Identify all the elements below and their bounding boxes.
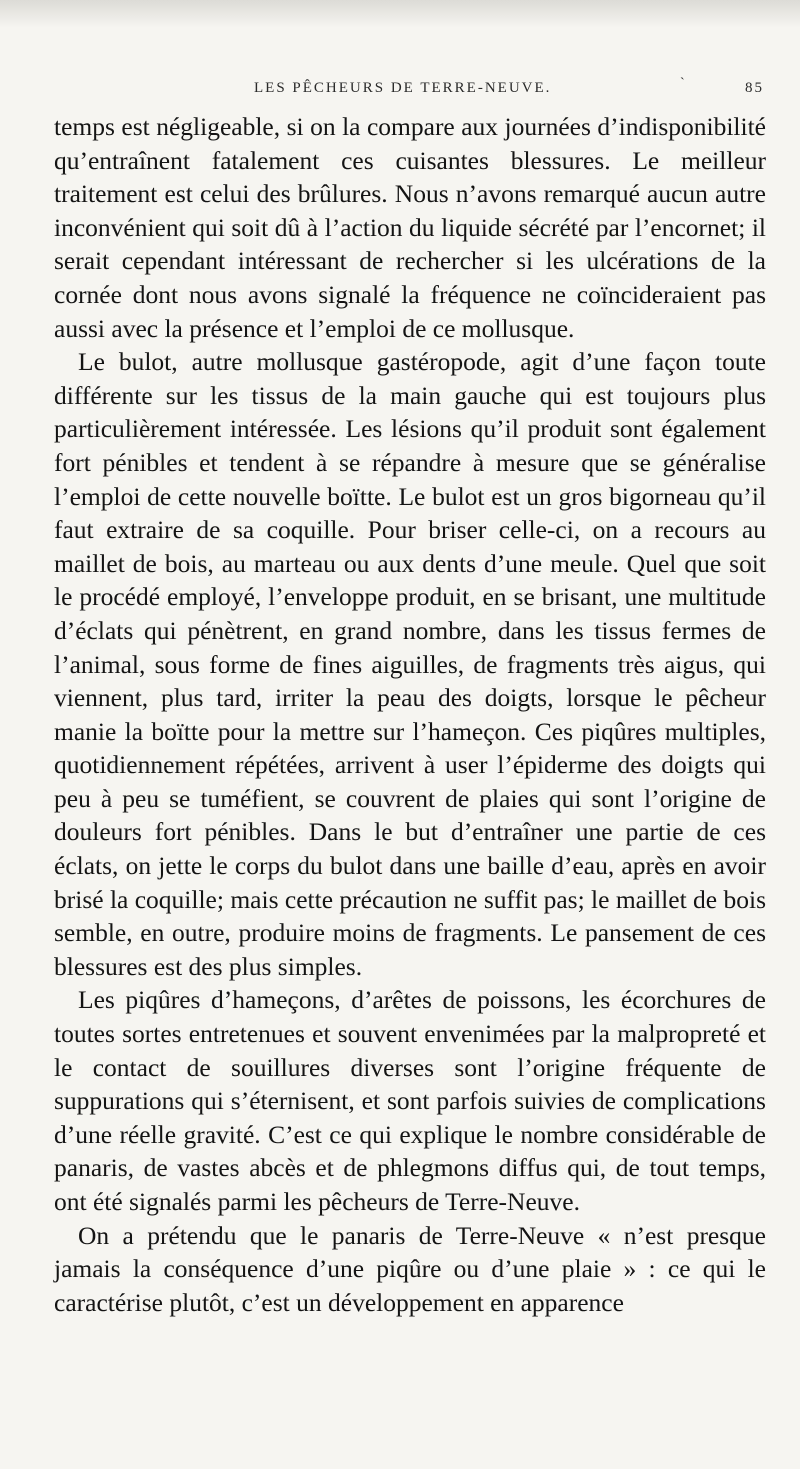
running-head [54, 70, 766, 110]
paragraph-bulot: Le bulot, autre mollusque gastéropode, agit d’une façon toute différente sur les tissus de la main gauche qui est toujours plus particulièrement intéressée. Les lésions qu’il produit sont également fort pénibles et tendent à se répandre à mesure que se généralise l’emploi de cette nouvelle boïtte. Le bulot est un gros bigorneau qu’il faut extraire de sa coquille. Pour briser celle-ci, on a recours au maillet de bois, au marteau ou aux dents d’une meule. Quel que soit le procédé employé, l’enveloppe produit, en se brisant, une multitude d’éclats qui pénètrent, en grand nombre, dans les tissus fermes de l’animal, sous forme de fines aiguilles, de fragments très aigus, qui viennent, plus tard, irriter la peau des doigts, lorsque le pêcheur manie la boïtte pour la mettre sur l’hameçon. Ces piqûres multiples, quotidiennement répétées, arrivent à user l’épiderme des doigts qui peu à peu se tuméfient, se couvrent de plaies qui sont l’origine de douleurs fort pénibles. Dans le but d’entraîner une partie de ces éclats, on jette le corps du bulot dans une baille d’eau, après en avoir brisé la coquille; mais cette précaution ne suffit pas; le maillet de bois semble, en outre, produire moins de fragments. Le pansement de ces blessures est des plus simples. [54, 347, 766, 981]
paragraph-continuation: temps est négligeable, si on la compare aux journées d’indisponibilité qu’entraînent fatalement ces cuisantes blessures. Le meilleur traitement est celui des brûlures. Nous n’avons remarqué aucun autre inconvénient qui soit dû à l’action du liquide sécrété par l’encornet; il serait cependant intéressant de rechercher si les ulcérations de la cornée dont nous avons signalé la fréquence ne coïncideraient pas aussi avec la présence et l’emploi de ce mollusque. [54, 112, 766, 343]
book-page [54, 70, 766, 1319]
stray-mark: ` [680, 76, 687, 91]
scan-edge [0, 0, 800, 28]
running-title: LES PÊCHEURS DE TERRE-NEUVE. [254, 80, 552, 96]
body-text [54, 110, 766, 1319]
page-number: 85 [745, 80, 764, 96]
paragraph-piqures: Les piqûres d’hameçons, d’arêtes de poissons, les écorchures de toutes sortes entretenues et souvent envenimées par la malpropreté et le contact de souillures diverses sont l’origine fréquente de suppurations qui s’éternisent, et sont parfois suivies de complications d’une réelle gravité. C’est ce qui explique le nombre considérable de panaris, de vastes abcès et de phlegmons diffus qui, de tout temps, ont été signalés parmi les pêcheurs de Terre-Neuve. [54, 985, 766, 1216]
paragraph-panaris: On a prétendu que le panaris de Terre-Neuve « n’est presque jamais la conséquence d’une piqûre ou d’une plaie » : ce qui le caractérise plutôt, c’est un développement en apparence [54, 1220, 766, 1317]
